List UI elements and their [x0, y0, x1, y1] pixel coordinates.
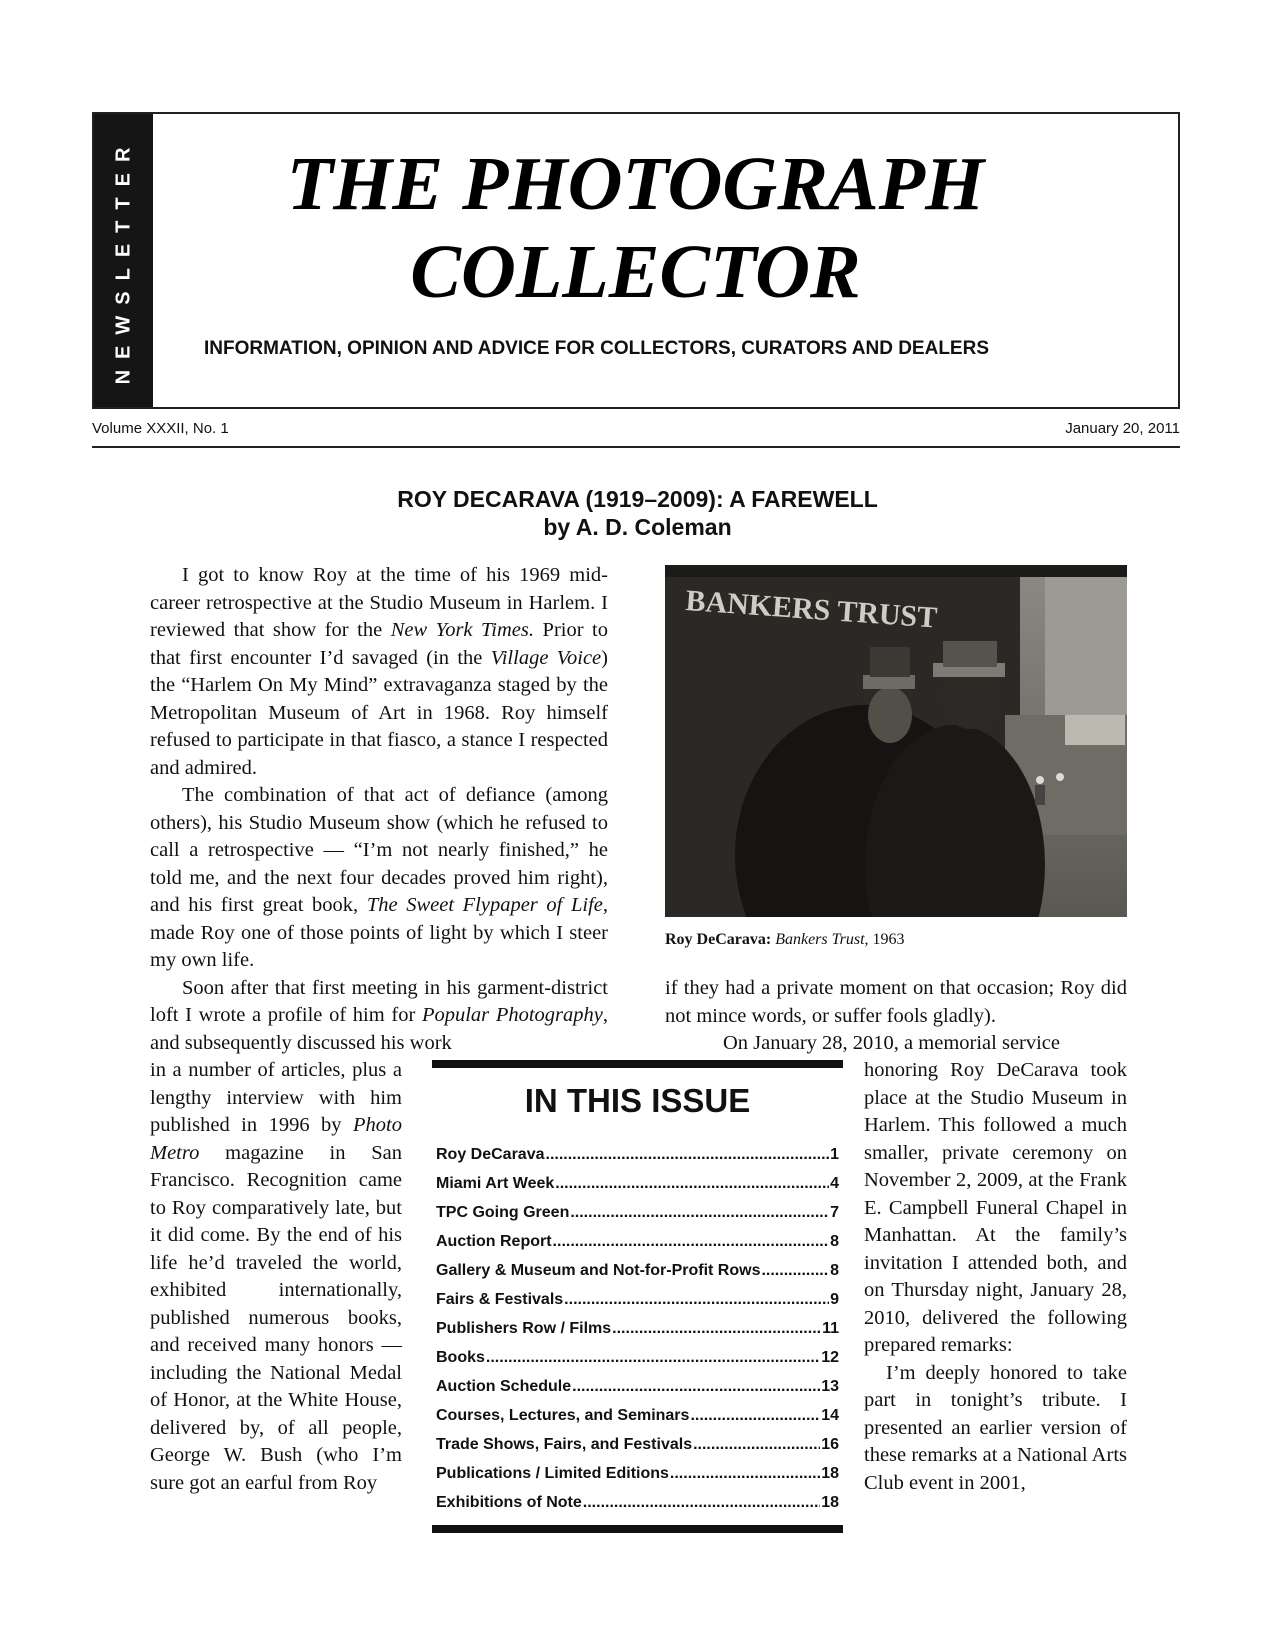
toc-item-page: 14: [821, 1406, 839, 1424]
title-line-2: COLLECTOR: [410, 230, 861, 314]
toc-item-page: 16: [821, 1435, 839, 1453]
photo-illustration: [665, 565, 1127, 917]
toc-item[interactable]: [436, 1401, 839, 1430]
paragraph-5: On January 28, 2010, a memorial service: [723, 1032, 1061, 1054]
toc-leader-dots: [572, 1378, 820, 1396]
toc-bottom-bar: [432, 1525, 843, 1533]
toc-item[interactable]: [436, 1198, 839, 1227]
toc-item[interactable]: [436, 1256, 839, 1285]
paragraph-3-continued: in a number of articles, plus a lengthy interview with him published in 1996 by Photo Metro magazine in San Francisco. Recognition came to Roy comparatively late, but it did come. By the end of his life he’d traveled the world, exhibited internationally, published numerous books, and received many honors — including the National Medal of Honor, at the White House, delivered by, of all people, George W. Bush (who I’m sure got an earful from Roy: [150, 1059, 402, 1494]
toc-item-page: 11: [822, 1319, 839, 1337]
article-title: ROY DECARAVA (1919–2009): A FAREWELL: [397, 486, 878, 512]
toc-leader-dots: [583, 1494, 820, 1512]
toc-item[interactable]: [436, 1343, 839, 1372]
paragraph-4: if they had a private moment on that occasion; Roy did not mince words, or suffer fools gladly).: [665, 977, 1127, 1027]
toc-item-label: Fairs & Festivals: [436, 1290, 564, 1308]
paragraph-5-continued: honoring Roy DeCarava took place at the Studio Museum in Harlem. This followed a much smaller, private ceremony on November 2, 2009, at the Frank E. Campbell Funeral Chapel in Manhattan. At the family’s invitation I attended both, and on Thursday night, January 28, 2010, delivered the following prepared remarks:: [864, 1059, 1127, 1356]
paragraph-2: The combination of that act of defiance (among others), his Studio Museum show (which he refused to call a retrospective — “I’m not nearly finished,” he told me, and the next four decades proved him right), and his first great book, The Sweet Flypaper of Life, made Roy one of those points of light by which I steer my own life.: [150, 784, 609, 971]
toc-item[interactable]: [436, 1140, 839, 1169]
in-this-issue-box: [432, 1060, 843, 1533]
title-line-1: THE PHOTOGRAPH: [286, 142, 985, 226]
toc-item-page: 13: [821, 1377, 839, 1395]
toc-item[interactable]: [436, 1169, 839, 1198]
toc-item[interactable]: [436, 1488, 839, 1517]
toc-item-label: Books: [436, 1348, 485, 1366]
toc-item-label: Publishers Row / Films: [436, 1319, 612, 1337]
toc-leader-dots: [555, 1175, 829, 1193]
toc-item-page: 18: [821, 1464, 839, 1482]
toc-leader-dots: [486, 1349, 820, 1367]
article-column-1: [150, 562, 608, 1057]
toc-item-label: Gallery & Museum and Not-for-Profit Rows: [436, 1261, 761, 1279]
toc-heading: IN THIS ISSUE: [524, 1082, 751, 1119]
toc-item-page: 1: [830, 1145, 839, 1163]
toc-leader-dots: [761, 1262, 829, 1280]
toc-item-label: Roy DeCarava: [436, 1145, 545, 1163]
toc-item-label: Courses, Lectures, and Seminars: [436, 1406, 690, 1424]
paragraph-6: I’m deeply honored to take part in tonight’s tribute. I presented an earlier version of these remarks at a National Arts Club event in 2001,: [864, 1361, 1127, 1494]
toc-leader-dots: [690, 1407, 820, 1425]
toc-item-label: Publications / Limited Editions: [436, 1464, 669, 1482]
toc-item-page: 12: [821, 1348, 839, 1366]
issue-info-row: [92, 420, 1180, 437]
tagline: INFORMATION, OPINION AND ADVICE FOR COLLECTORS, CURATORS AND DEALERS: [204, 338, 989, 359]
toc-item-label: Trade Shows, Fairs, and Festivals: [436, 1435, 693, 1453]
toc-item-page: 18: [821, 1493, 839, 1511]
toc-item[interactable]: [436, 1430, 839, 1459]
toc-item-page: 9: [830, 1290, 839, 1308]
toc-item-page: 8: [830, 1261, 839, 1279]
toc-item-page: 4: [830, 1174, 839, 1192]
toc-item-label: Exhibitions of Note: [436, 1493, 582, 1511]
paragraph-3: Soon after that first meeting in his garment-district loft I wrote a profile of him for Popular Photography, and subsequently discussed his work: [150, 976, 608, 1054]
toc-top-bar: [432, 1060, 843, 1068]
toc-item-label: TPC Going Green: [436, 1203, 570, 1221]
volume-number: Volume XXXII, No. 1: [92, 420, 229, 437]
side-label: NEWSLETTER: [112, 136, 134, 385]
toc-leader-dots: [570, 1204, 829, 1222]
masthead: [92, 112, 1180, 409]
paragraph-1: I got to know Roy at the time of his 1969 mid-career retrospective at the Studio Museum in Harlem. I reviewed that show for the New York Times. Prior to that first encounter I’d savaged (in the Village Voice) the “Harlem On My Mind” extravaganza staged by the Metropolitan Museum of Art in 1968. Roy himself refused to participate in that fiasco, a stance I respected and admired.: [150, 564, 609, 779]
toc-item[interactable]: [436, 1314, 839, 1343]
toc-item-page: 7: [830, 1203, 839, 1221]
toc-leader-dots: [612, 1320, 821, 1338]
toc-item-label: Auction Report: [436, 1232, 552, 1250]
newsletter-side-strip: [94, 114, 153, 407]
toc-item-label: Miami Art Week: [436, 1174, 555, 1192]
article-column-2-lower: [864, 1057, 1127, 1497]
toc-leader-dots: [693, 1436, 820, 1454]
divider-rule: [92, 446, 1180, 448]
toc-item-label: Auction Schedule: [436, 1377, 572, 1395]
toc-item[interactable]: [436, 1459, 839, 1488]
bankers-trust-photo: [665, 565, 1127, 917]
toc-leader-dots: [670, 1465, 820, 1483]
toc-list: [432, 1140, 843, 1517]
toc-item[interactable]: [436, 1372, 839, 1401]
issue-date: January 20, 2011: [1065, 420, 1180, 437]
toc-item[interactable]: [436, 1285, 839, 1314]
article-column-2: [665, 975, 1127, 1058]
bankers-trust-sign: BANKERS TRUST: [684, 584, 939, 635]
article-column-1-lower: [150, 1057, 402, 1497]
article-byline: by A. D. Coleman: [543, 514, 732, 540]
photo-caption: Roy DeCarava: Bankers Trust, 1963: [665, 931, 905, 948]
toc-leader-dots: [564, 1291, 829, 1309]
toc-item[interactable]: [436, 1227, 839, 1256]
toc-item-page: 8: [830, 1232, 839, 1250]
toc-leader-dots: [553, 1233, 830, 1251]
toc-leader-dots: [546, 1146, 830, 1164]
